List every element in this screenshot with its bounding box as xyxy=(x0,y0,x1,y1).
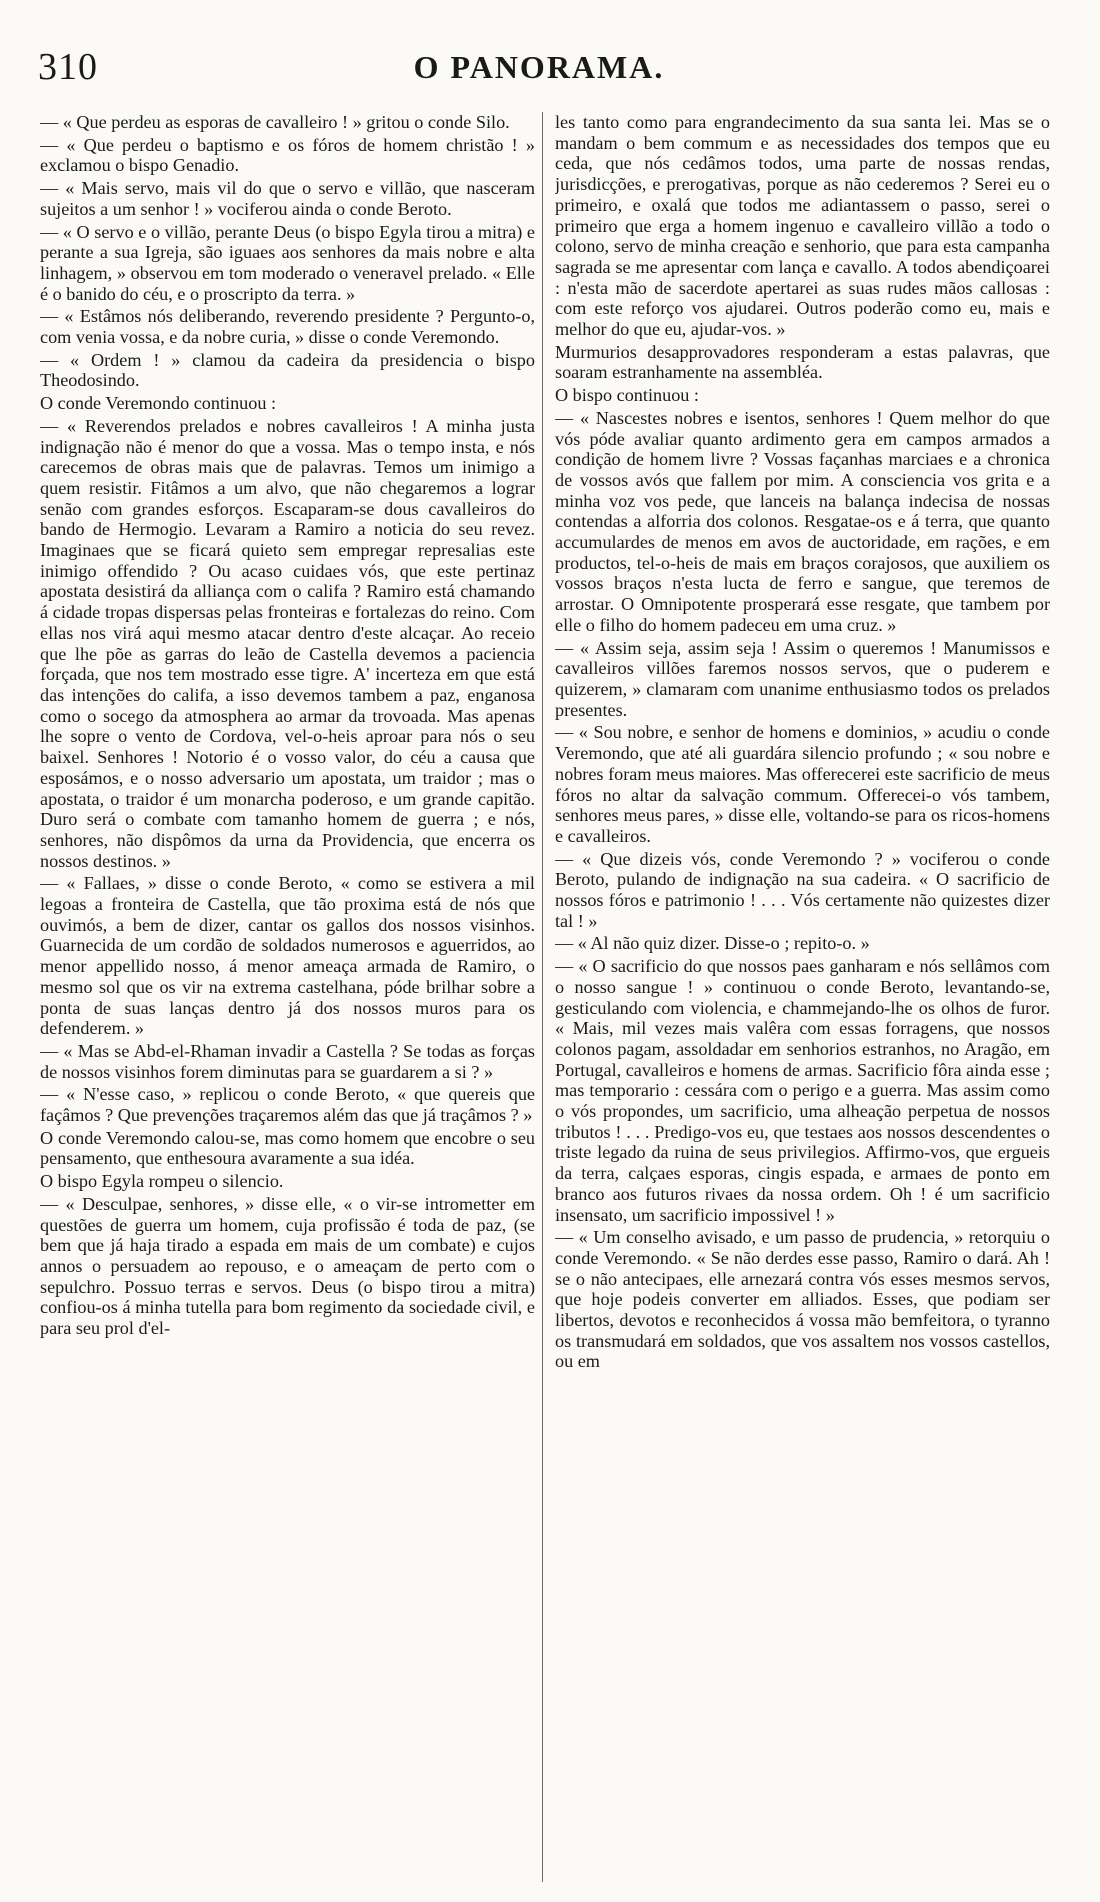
paragraph: — « O sacrificio do que nossos paes ganharam e nós sellâmos com o nosso sangue ! » continuou o conde Beroto, levantando-se, gesticulando com violencia, e chammejando-lhe os olhos de furor. « Mais, mil vezes mais valêra com essas forragens, que nossos colonos pagam, assoldadar em senhorios estranhos, no Aragão, em Portugal, cavalleiros e homens de armas. Sacrificio fôra ainda esse ; mas temporario : cessára com o perigo e a guerra. Mas assim como o vós propondes, um sacrificio, uma alheação perpetua de nossos tributos ! . . . Predigo-vos eu, que testaes aos nossos descendentes o triste legado da ruina de seus privilegios. Affirmo-vos, que ergueis da terra, calçaes esporas, cingis espada, e armaes de ponto em branco aos futuros rivaes da nossa ordem. Oh ! é um sacrificio insensato, um sacrificio impossivel ! » xyxy=(555,956,1050,1225)
left-column xyxy=(40,112,535,1872)
paragraph: les tanto como para engrandecimento da sua santa lei. Mas se o mandam o bem commum e as necessidades dos tempos que eu ceda, que nós cedâmos todos, uma parte de nossas rendas, jurisdicções, e prerogativas, porque as não cederemos ? Serei eu o primeiro, e oxalá que todos me adiantassem o passo, serei o primeiro que erga a homem ingenuo e cavalleiro villão a todo o colono, servo de minha creação e senhorio, que para esta campanha sagrada se me apresentar com lança e cavallo. A todos abendiçoarei : n'esta mão de sacerdote apertarei as suas rudes mãos callosas : com este reforço vos ajudarei. Outros poderão como eu, mais e melhor do que eu, ajudar-vos. » xyxy=(555,112,1050,340)
column-divider xyxy=(542,112,543,1882)
page-number: 310 xyxy=(38,46,98,88)
paragraph: — « Al não quiz dizer. Disse-o ; repito-o. » xyxy=(555,933,870,954)
paragraph: — « Que dizeis vós, conde Veremondo ? » vociferou o conde Beroto, pulando de indignação na sua cadeira. « O sacrificio de nossos fóros e patrimonio ! . . . Vós certamente não quizestes dizer tal ! » xyxy=(555,848,1050,931)
paragraph: — « Nascestes nobres e isentos, senhores ! Quem melhor do que vós póde avaliar quanto ardimento gera em campos armados a condição de homem livre ? Vossas façanhas marciaes e a chronica de vossos avós que fallem por mim. A consciencia vos grita e a minha voz vos pede, que lanceis na balança indecisa de nossas contendas a alforria dos colonos. Resgatae-os e á terra, que quanto accumulardes de menos em avos de auctoridade, em rações, e em productos, tel-o-heis de mais em braços corajosos, que auxiliem os vossos braços n'esta lucta de ferro e sangue, que teremos de arrostar. O Omnipotente prosperará esse resgate, que tambem por elle o filho do homem padeceu em uma cruz. » xyxy=(555,407,1050,635)
paragraph: — « Fallaes, » disse o conde Beroto, « como se estivera a mil legoas a fronteira de Castella, que tão proxima está de nós que ouvimós, a bem de dizer, cantar os gallos dos nossos visinhos. Guarnecida de um cordão de soldados numerosos e aguerridos, ao menor appellido nosso, á menor ameaça armada de Ramiro, o mesmo sol que os vir na extrema castelhana, póde brilhar sobre a ponta de suas lanças dentro já dos nossos muros para os defenderem. » xyxy=(40,873,535,1039)
paragraph: — « Que perdeu o baptismo e os fóros de homem christão ! » exclamou o bispo Genadio. xyxy=(40,134,535,176)
paragraph: — « Mas se Abd-el-Rhaman invadir a Castella ? Se todas as forças de nossos visinhos forem diminutas para se guardarem a si ? » xyxy=(40,1040,535,1082)
paragraph: — « Mais servo, mais vil do que o servo e villão, que nasceram sujeitos a um senhor ! » vociferou ainda o conde Beroto. xyxy=(40,178,535,219)
paragraph: — « N'esse caso, » replicou o conde Beroto, « que quereis que façâmos ? Que prevenções traçaremos além das que já traçâmos ? » xyxy=(40,1084,535,1126)
paragraph: — « Estâmos nós deliberando, reverendo presidente ? Pergunto-o, com venia vossa, e da nobre curia, » disse o conde Veremondo. xyxy=(40,306,535,348)
journal-title: O PANORAMA. xyxy=(413,49,665,85)
paragraph: — « Desculpae, senhores, » disse elle, « o vir-se intrometter em questões de guerra um homem, cuja profissão é toda de paz, (se bem que já haja tirado a espada em mais de um combate) e cujos annos o persuadem ao repouso, e o ameaçam de perto com o sepulchro. Possuo terras e servos. Deus (o bispo tirou a mitra) confiou-os á minha tutella para bom regimento da sociedade civil, e para seu prol d'el- xyxy=(40,1193,535,1339)
paragraph: O conde Veremondo calou-se, mas como homem que encobre o seu pensamento, que enthesoura avaramente a sua idéa. xyxy=(40,1127,535,1169)
paragraph: — « Ordem ! » clamou da cadeira da presidencia o bispo Theodosindo. xyxy=(40,349,535,391)
paragraph: Murmurios desapprovadores responderam a estas palavras, que soaram estranhamente na assembléa. xyxy=(555,341,1050,383)
paragraph: — « Assim seja, assim seja ! Assim o queremos ! Manumissos e cavalleiros villões faremos nossos servos, que o puderem e quizerem, » clamaram com unanime enthusiasmo todos os prelados presentes. xyxy=(555,637,1050,720)
paragraph: — « Reverendos prelados e nobres cavalleiros ! A minha justa indignação não é menor do que a vossa. Mas o tempo insta, e nós carecemos de obras mais que de palavras. Temos um inimigo a quem resistir. Fitâmos a um alvo, que não chegaremos a lograr senão com grandes esforços. Escaparam-se dous cavalleiros do bando de Hermogio. Levaram a Ramiro a noticia do seu revez. Imaginaes que se ficará quieto sem empregar represalias este inimigo offendido ? Ou acaso cuidaes vós, que este pertinaz apostata desistirá da alliança com o califa ? Ramiro está chamando á cidade tropas dispersas pelas fronteiras e fortalezas do reino. Com ellas nos virá aqui mesmo atacar dentro d'este alcaçar. Ao receio que lhe põe as garras do leão de Castella devemos a paciencia forçada, que nos tem mostrado esse tigre. A' incerteza em que está das intenções do califa, a isso devemos tambem a paz, enganosa como o socego da atmosphera ao armar da trovoada. Mas apenas lhe sopre o vento de Cordova, vel-o-heis aproar para nós o seu baixel. Senhores ! Notorio é o vosso valor, do céu a causa que esposámos, e o nosso adversario um apostata, um traidor ; mas o apostata, o traidor é um monarcha poderoso, e um grande capitão. Duro será o combate com tamanho homem de guerra ; e nós, senhores, não dispômos da urna da Providencia, que encerra os nossos destinos. » xyxy=(40,415,535,871)
page-header xyxy=(38,42,1040,92)
paragraph: — « Sou nobre, e senhor de homens e dominios, » acudiu o conde Veremondo, que até ali guardára silencio profundo ; « sou nobre e nobres foram meus maiores. Mas offerecerei este sacrificio de meus fóros no altar da salvação commum. Offerecei-o vós tambem, senhores meus pares, » disse elle, voltando-se para os ricos-homens e cavalleiros. xyxy=(555,722,1050,846)
paragraph: O bispo Egyla rompeu o silencio. xyxy=(40,1171,284,1192)
paragraph: — « Um conselho avisado, e um passo de prudencia, » retorquiu o conde Veremondo. « Se não derdes esse passo, Ramiro o dará. Ah ! se o não antecipaes, elle arnezará contra vós esses mesmos servos, que hoje podeis converter em alliados. Esses, que podiam ser libertos, devotos e reconhecidos á vossa mão bemfeitora, o tyranno os transmudará em soldados, que vos assaltem nos vossos castellos, ou em xyxy=(555,1227,1050,1372)
paragraph: — « O servo e o villão, perante Deus (o bispo Egyla tirou a mitra) e perante a sua Igreja, são iguaes aos senhores da mais nobre e alta linhagem, » observou em tom moderado o veneravel prelado. « Elle é o banido do céu, e o proscripto da terra. » xyxy=(40,221,535,304)
paragraph: O bispo continuou : xyxy=(555,385,699,406)
right-column xyxy=(555,112,1050,1872)
paragraph: — « Que perdeu as esporas de cavalleiro ! » gritou o conde Silo. xyxy=(40,112,510,132)
paragraph: O conde Veremondo continuou : xyxy=(40,393,277,414)
